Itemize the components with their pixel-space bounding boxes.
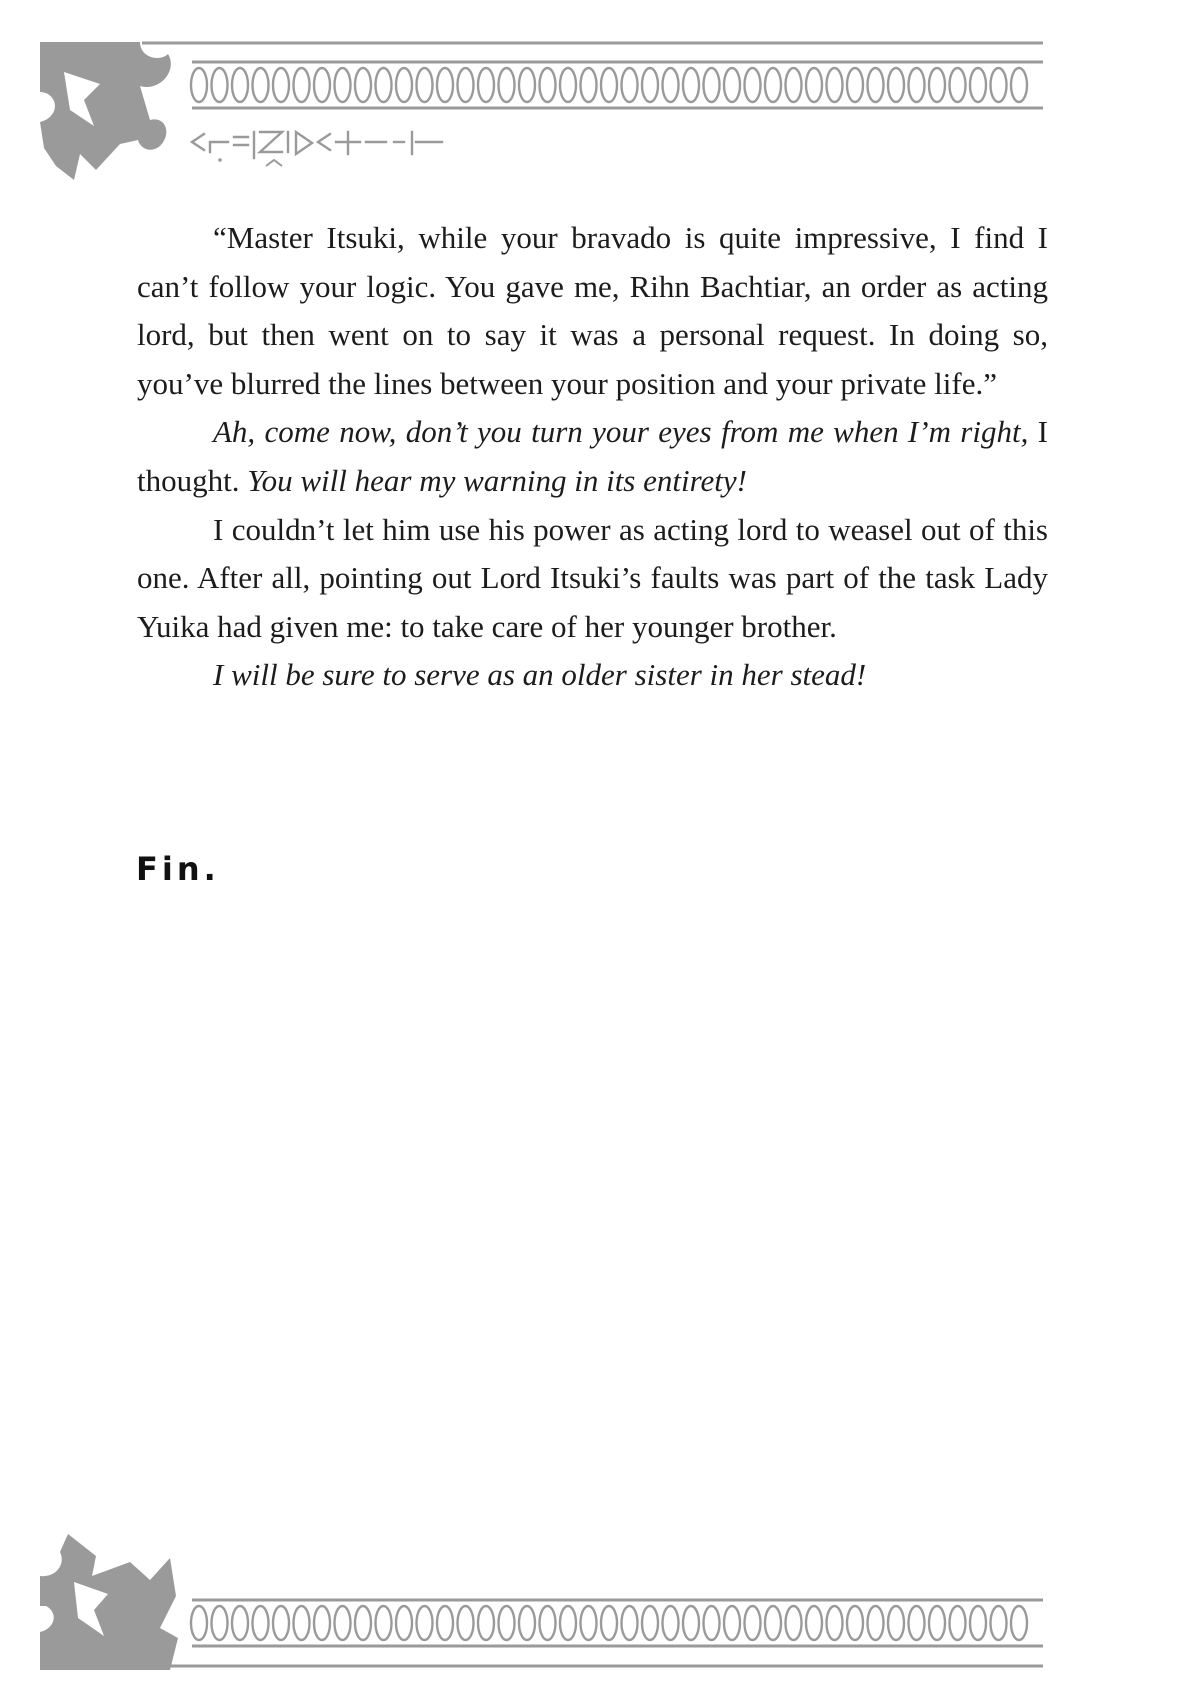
ring-link: [294, 68, 310, 102]
ring-link: [191, 68, 207, 102]
ring-link: [909, 1606, 925, 1640]
chapter-runes-text: ᚲᚨ=ᛁᛞᚦᚲ+−−ᛁ: [190, 128, 197, 129]
ring-link: [683, 68, 699, 102]
ring-link: [355, 1606, 371, 1640]
ring-link: [765, 68, 781, 102]
ring-link: [745, 68, 761, 102]
ring-link: [437, 68, 453, 102]
paragraph: “Master Itsuki, while your bravado is quite impressive, I find I can’t follow your logic. You gave me, Rihn Bachtiar, an order as acting lord, but then went on to say it was a personal request. In doing so, you’ve blurred the lines between your position and your private life.”: [137, 220, 1048, 401]
ring-link: [991, 1606, 1007, 1640]
ring-link: [396, 1606, 412, 1640]
ring-link: [478, 68, 494, 102]
ring-link: [294, 1606, 310, 1640]
ring-link: [868, 68, 884, 102]
ring-link: [1011, 68, 1027, 102]
ring-link: [950, 68, 966, 102]
ring-link: [376, 68, 392, 102]
ring-link: [355, 68, 371, 102]
ring-link: [745, 1606, 761, 1640]
ring-link: [827, 1606, 843, 1640]
ring-link: [232, 68, 248, 102]
puzzle-emblem-icon: [40, 1534, 178, 1670]
ring-link: [540, 1606, 556, 1640]
ring-link: [765, 1606, 781, 1640]
ring-link: [929, 68, 945, 102]
ring-link: [601, 68, 617, 102]
ring-link: [458, 1606, 474, 1640]
ring-link: [909, 68, 925, 102]
ring-link: [622, 1606, 638, 1640]
ring-link: [970, 1606, 986, 1640]
ring-link: [273, 1606, 289, 1640]
ring-link: [212, 68, 228, 102]
ring-link: [191, 1606, 207, 1640]
thought-text: Ah, come now, don’t you turn your eyes from me when I’m right,: [213, 414, 1029, 450]
header-ornament: [0, 30, 1200, 190]
ring-link: [868, 1606, 884, 1640]
ring-link: [622, 68, 638, 102]
ring-link: [437, 1606, 453, 1640]
ring-link: [929, 1606, 945, 1640]
ring-link: [396, 68, 412, 102]
ring-link: [519, 1606, 535, 1640]
ring-band: [191, 1606, 1027, 1640]
ring-link: [581, 1606, 597, 1640]
ring-link: [253, 68, 269, 102]
ring-link: [847, 68, 863, 102]
ring-link: [212, 1606, 228, 1640]
ring-link: [314, 68, 330, 102]
ring-link: [376, 1606, 392, 1640]
footer-ornament: [0, 1520, 1200, 1690]
ring-link: [786, 68, 802, 102]
chapter-runes: [190, 128, 530, 174]
ring-band: [191, 68, 1027, 102]
ring-link: [806, 1606, 822, 1640]
ring-link: [642, 1606, 658, 1640]
ring-link: [335, 68, 351, 102]
ring-link: [560, 68, 576, 102]
ring-link: [704, 68, 720, 102]
ring-link: [642, 68, 658, 102]
ring-link: [970, 68, 986, 102]
ring-link: [417, 1606, 433, 1640]
ring-link: [724, 1606, 740, 1640]
ring-link: [724, 68, 740, 102]
ring-link: [663, 1606, 679, 1640]
thought-text: You will hear my warning in its entirety!: [247, 462, 747, 498]
ring-link: [888, 1606, 904, 1640]
paragraph: [137, 408, 1048, 505]
ring-link: [683, 1606, 699, 1640]
ring-link: [232, 1606, 248, 1640]
fin-mark: Fin.: [136, 850, 220, 888]
ring-link: [991, 68, 1007, 102]
ring-link: [704, 1606, 720, 1640]
ring-link: [417, 68, 433, 102]
ring-link: [950, 1606, 966, 1640]
ring-link: [1011, 1606, 1027, 1640]
ring-link: [601, 1606, 617, 1640]
paragraph: I couldn’t let him use his power as acting lord to weasel out of this one. After all, pointing out Lord Itsuki’s faults was part of the task Lady Yuika had given me: to take care of her younger brother.: [137, 511, 1048, 644]
puzzle-emblem-icon: [40, 42, 171, 180]
body-text: [137, 214, 1048, 700]
ring-link: [273, 68, 289, 102]
ring-link: [786, 1606, 802, 1640]
ring-link: [663, 68, 679, 102]
ring-link: [540, 68, 556, 102]
ring-link: [560, 1606, 576, 1640]
ring-link: [519, 68, 535, 102]
ring-link: [335, 1606, 351, 1640]
ring-link: [499, 1606, 515, 1640]
paragraph: I will be sure to serve as an older sister in her stead!: [213, 657, 867, 693]
ring-link: [253, 1606, 269, 1640]
ring-link: [478, 1606, 494, 1640]
ring-link: [847, 1606, 863, 1640]
ring-link: [581, 68, 597, 102]
ring-link: [806, 68, 822, 102]
narration-text: I thought.: [137, 414, 1048, 498]
ring-link: [314, 1606, 330, 1640]
ring-link: [458, 68, 474, 102]
ring-link: [888, 68, 904, 102]
ring-link: [827, 68, 843, 102]
ring-link: [499, 68, 515, 102]
